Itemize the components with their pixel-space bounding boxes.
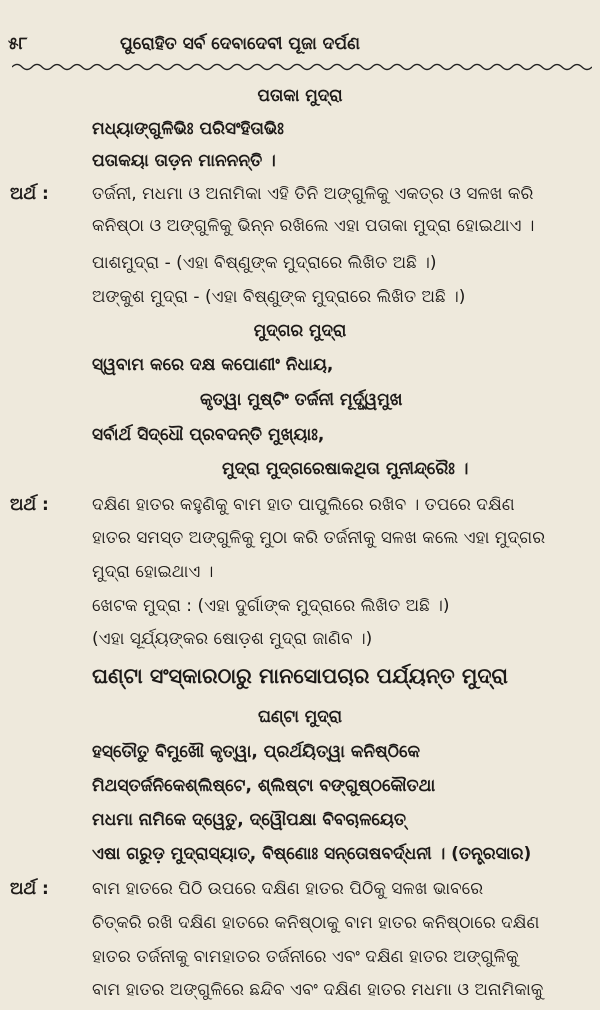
meaning-line: ମୁଦ୍ରା ହୋଇଥାଏ । xyxy=(92,562,214,582)
meaning-line: କନିଷ୍ଠା ଓ ଅଙ୍ଗୁଳିକୁ ଭିନ୍ନ ରଖିଲେ ଏହା ପତାକା ମୁଦ୍ରା ହୋଇଥାଏ । xyxy=(92,216,535,236)
meaning-label: ଅର୍ଥ : xyxy=(10,879,49,899)
verse-line: ପତାକୟା ତାଡ଼ନ ମାନନନ୍ତି । xyxy=(92,151,276,171)
chapter-heading: ଘଣ୍ଟା ସଂସ୍କାରଠାରୁ ମାନସୋପଚାର ପର୍ଯ୍ୟନ୍ତ ମୁଦ୍ରା xyxy=(92,664,508,688)
verse-line: ଏଷା ଗରୁଡ଼ ମୁଦ୍ରାସ୍ୟାତ୍, ବିଷ୍ଣୋଃ ସନ୍ତୋଷବର୍ଦ୍ଧନୀ । (ତନ୍ତ୍ରସାର) xyxy=(92,844,532,864)
cross-reference: ଅଙ୍କୁଶ ମୁଦ୍ରା - (ଏହା ବିଷ୍ଣୁଙ୍କ ମୁଦ୍ରାରେ ଲିଖିତ ଅଛି ।) xyxy=(92,287,466,307)
verse-line: ସର୍ବାର୍ଥ ସିଦ୍ଧୌ ପ୍ରବଦନ୍ତି ମୁଖ୍ୟାଃ, xyxy=(92,425,325,445)
section-heading-pataka: ପତାକା ମୁଦ୍ରା xyxy=(257,86,343,106)
page-number: ୫୮ xyxy=(8,34,28,54)
section-heading-ghanta: ଘଣ୍ଟା ମୁଦ୍ରା xyxy=(257,707,343,727)
meaning-line: ହାତର ସମସ୍ତ ଅଙ୍ଗୁଳିକୁ ମୁଠା କରି ତର୍ଜନୀକୁ ସଳଖ କଲେ ଏହା ମୁଦ୍‌ଗର xyxy=(92,528,546,548)
meaning-label: ଅର୍ଥ : xyxy=(10,184,49,204)
verse-line: ମିଥସ୍ତର୍ଜନିକେଶ୍ଲିଷ୍ଟେ, ଶ୍ଲିଷ୍ଟା ବଙ୍ଗୁଷ୍ଠକୌତଥା xyxy=(92,776,436,796)
cross-reference: ପାଶମୁଦ୍ରା - (ଏହା ବିଷ୍ଣୁଙ୍କ ମୁଦ୍ରାରେ ଲିଖିତ ଅଛି ।) xyxy=(92,253,437,273)
verse-line: ସ୍ୱବାମ କରେ ଦକ୍ଷ କପୋଣୀଂ ନିଧାୟ, xyxy=(92,355,334,375)
cross-reference: ଖେଟକ ମୁଦ୍ରା : (ଏହା ଦୁର୍ଗାଙ୍କ ମୁଦ୍ରାରେ ଲିଖିତ ଅଛି ।) xyxy=(92,596,450,616)
verse-line: ମଧ୍ୟାଙ୍ଗୁଳିଭିଃ ପରିସଂହିତାଭିଃ xyxy=(92,119,284,139)
meaning-line: ଦକ୍ଷିଣ ହାତର କହୁଣିକୁ ବାମ ହାତ ପାପୁଲିରେ ରଖିବ । ତପରେ ଦକ୍ଷିଣ xyxy=(92,495,515,515)
meaning-line: ହାତର ତର୍ଜନୀକୁ ବାମହାତର ତର୍ଜନୀରେ ଏବଂ ଦକ୍ଷିଣ ହାତର ଅଙ୍ଗୁଳିକୁ xyxy=(92,947,519,967)
wavy-rule xyxy=(12,62,592,72)
meaning-line: ବାମ ହାତର ଅଙ୍ଗୁଳିରେ ଛନ୍ଦିବ ଏବଂ ଦକ୍ଷିଣ ହାତର ମଧମା ଓ ଅନାମିକାକୁ xyxy=(92,980,544,1000)
cross-reference: (ଏହା ସୂର୍ଯ୍ୟଙ୍କର ଷୋଡ଼ଶ ମୁଦ୍ରା ଜାଣିବ ।) xyxy=(92,629,373,649)
verse-line: ମଧମା ନାମିକେ ଦ୍ୱେତୁ, ଦ୍ୱୌପକ୍ଷା ବିବଚାଳୟେତ୍ xyxy=(92,810,407,830)
section-heading-mudgara: ମୁଦ୍‌ଗର ମୁଦ୍ରା xyxy=(253,321,347,341)
verse-line: ମୁଦ୍ରା ମୁଦ୍‌ଗରେଷାକଥିତା ମୁନୀନ୍ଦ୍ରୈଃ । xyxy=(222,459,469,479)
meaning-label: ଅର୍ଥ : xyxy=(10,495,49,515)
verse-line: ହସ୍ତୌତୁ ବିମୁଖୌ କୃତ୍ୱା, ପ୍ରର୍ଥୟିତ୍ୱା କନିଷ୍ଠିକେ xyxy=(92,742,421,762)
meaning-line: ତର୍ଜନୀ, ମଧମା ଓ ଅନାମିକା ଏହି ତିନି ଅଙ୍ଗୁଳିକୁ ଏକତ୍ର ଓ ସଳଖ କରି xyxy=(92,184,534,204)
running-title: ପୁରୋହିତ ସର୍ବ ଦେବାଦେବୀ ପୂଜା ଦର୍ପଣ xyxy=(120,34,360,54)
meaning-line: ବାମ ହାତରେ ପିଠି ଉପରେ ଦକ୍ଷିଣ ହାତର ପିଠିକୁ ସଳଖ ଭାବରେ xyxy=(92,879,484,899)
meaning-line: ଚିତ୍‌କରି ରଖି ଦକ୍ଷିଣ ହାତରେ କନିଷ୍ଠାକୁ ବାମ ହାତର କନିଷ୍ଠାରେ ଦକ୍ଷିଣ xyxy=(92,913,540,933)
verse-line: କୃତ୍ୱା ମୁଷ୍ଟିଂ ତର୍ଜନୀ ମୂର୍ଦ୍ଧ୍ୱମୁଖ xyxy=(200,390,403,410)
